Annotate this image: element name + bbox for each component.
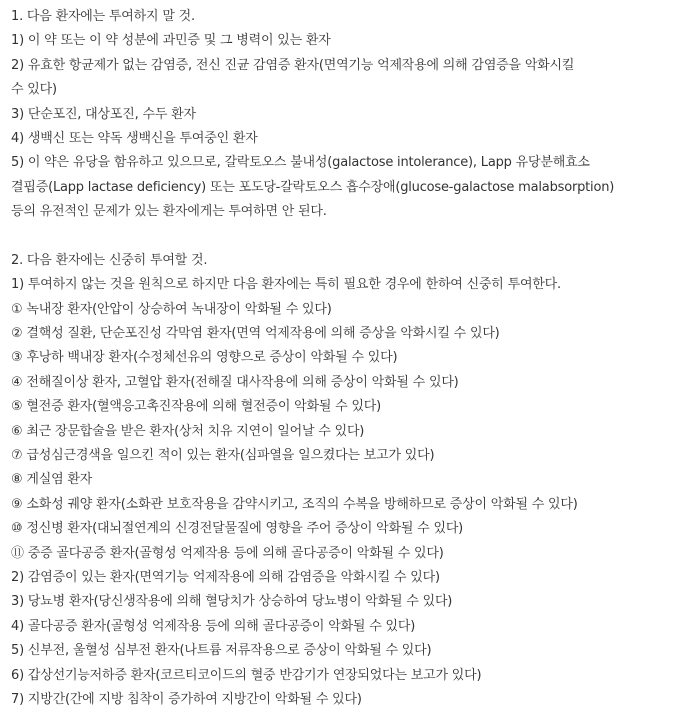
section2-line: ① 녹내장 환자(안압이 상승하여 녹내장이 악화될 수 있다) — [11, 301, 332, 317]
section2-line: ⑪ 중증 골다공증 환자(골형성 억제작용 등에 의해 골다공증이 악화될 수 있다) — [11, 545, 444, 561]
section2-heading: 2. 다음 환자에는 신중히 투여할 것. — [11, 252, 208, 268]
section2-line: ⑧ 게실염 환자 — [11, 472, 93, 488]
section1-line: 3) 단순포진, 대상포진, 수두 환자 — [11, 106, 196, 122]
section1-line: 등의 유전적인 문제가 있는 환자에게는 투여하면 안 된다. — [11, 204, 327, 220]
section2-line: 2) 감염증이 있는 환자(면역기능 억제작용에 의해 감염증을 악화시킬 수 있다) — [11, 569, 440, 585]
section2-line: 5) 신부전, 울혈성 심부전 환자(나트륨 저류작용으로 증상이 악화될 수 있다) — [11, 643, 432, 659]
section1-line: 수 있다) — [11, 82, 57, 98]
section2-line: ④ 전해질이상 환자, 고혈압 환자(전해질 대사작용에 의해 증상이 악화될 수 있다) — [11, 374, 459, 390]
section1-line: 4) 생백신 또는 약독 생백신을 투여중인 환자 — [11, 130, 258, 146]
document-body — [11, 5, 687, 712]
section2-line: ⑤ 혈전증 환자(혈액응고촉진작용에 의해 혈전증이 악화될 수 있다) — [11, 399, 382, 415]
paragraph-spacer — [11, 225, 687, 249]
section2-line: 7) 지방간(간에 지방 침착이 증가하여 지방간이 악화될 수 있다) — [11, 691, 362, 707]
section1-line: 1) 이 약 또는 이 약 성분에 과민증 및 그 병력이 있는 환자 — [11, 33, 331, 49]
section1-line: 2) 유효한 항균제가 없는 감염증, 전신 진균 감염증 환자(면역기능 억제작용에 의해 감염증을 악화시킬 — [11, 57, 575, 73]
section1-heading: 1. 다음 환자에는 투여하지 말 것. — [11, 9, 195, 24]
section2-line: ⑨ 소화성 궤양 환자(소화관 보호작용을 감약시키고, 조직의 수복을 방해하므로 증상이 악화될 수 있다) — [11, 496, 578, 512]
section2-line: ⑥ 최근 장문합술을 받은 환자(상처 치유 지연이 일어날 수 있다) — [11, 423, 365, 439]
section2-line: ② 결핵성 질환, 단순포진성 각막염 환자(면역 억제작용에 의해 증상을 악화시킬 수 있다) — [11, 326, 500, 342]
section1-line: 5) 이 약은 유당을 함유하고 있으므로, 갈락토오스 불내성(galactose intolerance), Lapp 유당분해효소 — [11, 155, 590, 171]
section2-line: ⑩ 정신병 환자(대뇌절연계의 신경전달물질에 영향을 주어 증상이 악화될 수 있다) — [11, 521, 464, 537]
section2-line: ③ 후낭하 백내장 환자(수정체선유의 영향으로 증상이 악화될 수 있다) — [11, 350, 398, 366]
section2-line: 4) 골다공증 환자(골형성 억제작용 등에 의해 골다공증이 악화될 수 있다) — [11, 618, 416, 634]
section2-line: 3) 당뇨병 환자(당신생작용에 의해 혈당치가 상승하여 당뇨병이 악화될 수 있다) — [11, 594, 453, 610]
section2-line: ⑦ 급성심근경색을 일으킨 적이 있는 환자(심파열을 일으켰다는 보고가 있다) — [11, 448, 435, 464]
section2-line: 6) 갑상선기능저하증 환자(코르티코이드의 혈중 반감기가 연장되었다는 보고가 있다) — [11, 667, 482, 683]
section2-line: 1) 투여하지 않는 것을 원칙으로 하지만 다음 환자에는 특히 필요한 경우에 한하여 신중히 투여한다. — [11, 277, 561, 293]
section1-line: 결핍증(Lapp lactase deficiency) 또는 포도당-갈락토오스 흡수장애(glucose-galactose malabsorption) — [11, 179, 615, 195]
